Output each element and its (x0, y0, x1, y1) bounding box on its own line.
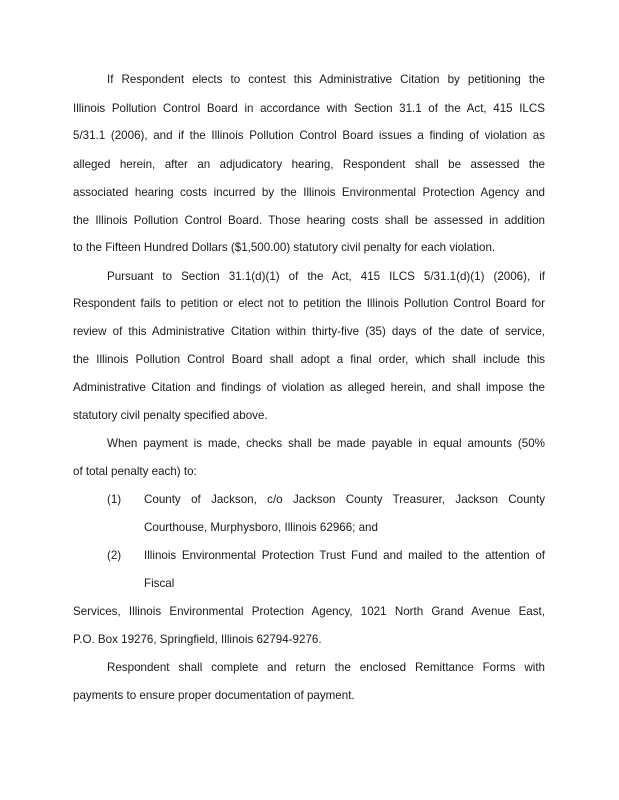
paragraph-2-line-2: Respondent fails to petition or elect not to petition the Illinois Pollution Control Board for (73, 297, 545, 310)
paragraph-1-line-6: the Illinois Pollution Control Board. Those hearing costs shall be assessed in addition (73, 214, 545, 227)
paragraph-1-line-7: to the Fifteen Hundred Dollars ($1,500.00) statutory civil penalty for each violation. (73, 241, 496, 254)
item-1-line-1: County of Jackson, c/o Jackson County Treasurer, Jackson County (144, 493, 545, 506)
paragraph-1-line-1: If Respondent elects to contest this Administrative Citation by petitioning the (107, 73, 545, 86)
item-1-number: (1) (107, 493, 122, 506)
item-2-line-2: Fiscal (144, 577, 175, 590)
paragraph-1-line-4: alleged herein, after an adjudicatory hearing, Respondent shall be assessed the (73, 158, 545, 171)
paragraph-2-line-3: review of this Administrative Citation within thirty-five (35) days of the date of service, (73, 325, 545, 338)
paragraph-1-line-3: 5/31.1 (2006), and if the Illinois Pollution Control Board issues a finding of violation as (73, 129, 545, 142)
paragraph-2-line-5: Administrative Citation and findings of violation as alleged herein, and shall impose the (73, 381, 545, 394)
paragraph-3-line-2: of total penalty each) to: (73, 465, 197, 478)
paragraph-5-line-1: Respondent shall complete and return the enclosed Remittance Forms with (107, 661, 545, 674)
paragraph-2-line-4: the Illinois Pollution Control Board shall adopt a final order, which shall include this (73, 353, 545, 366)
item-1-line-2: Courthouse, Murphysboro, Illinois 62966; and (144, 521, 378, 534)
paragraph-2-line-1: Pursuant to Section 31.1(d)(1) of the Act, 415 ILCS 5/31.1(d)(1) (2006), if (107, 270, 545, 283)
paragraph-1-line-2: Illinois Pollution Control Board in accordance with Section 31.1 of the Act, 415 ILCS (73, 102, 545, 115)
paragraph-5-line-2: payments to ensure proper documentation of payment. (73, 689, 355, 702)
item-2-line-1: Illinois Environmental Protection Trust Fund and mailed to the attention of (144, 549, 545, 562)
paragraph-1-line-5: associated hearing costs incurred by the Illinois Environmental Protection Agency and (73, 186, 545, 199)
paragraph-3-line-1: When payment is made, checks shall be made payable in equal amounts (50% (107, 437, 545, 450)
paragraph-4-line-1: Services, Illinois Environmental Protection Agency, 1021 North Grand Avenue East, (73, 605, 545, 618)
item-2-number: (2) (107, 549, 122, 562)
paragraph-4-line-2: P.O. Box 19276, Springfield, Illinois 62794-9276. (73, 633, 322, 646)
paragraph-2-line-6: statutory civil penalty specified above. (73, 409, 268, 422)
